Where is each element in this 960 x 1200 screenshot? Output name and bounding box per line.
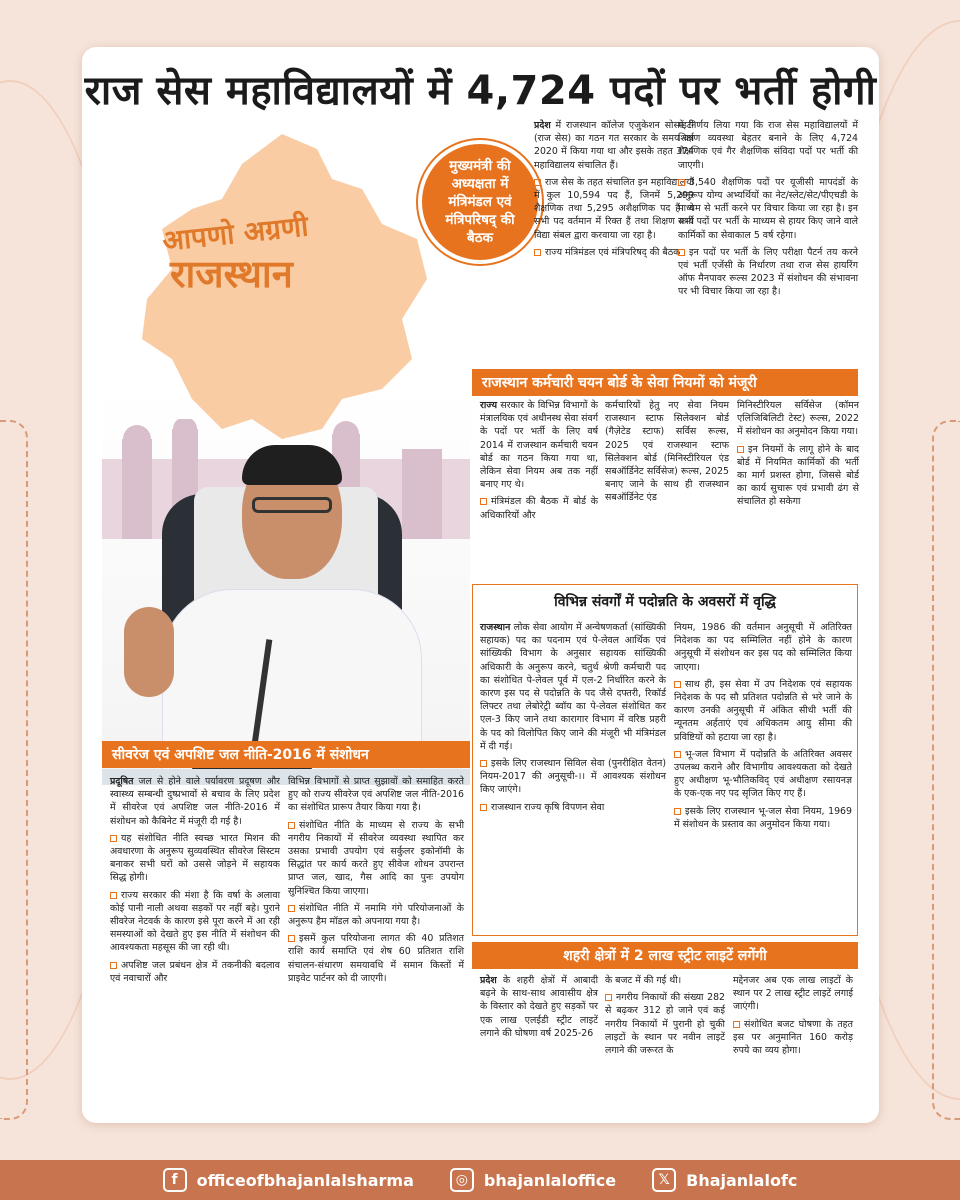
- instagram-handle: bhajanlaloffice: [483, 1170, 617, 1190]
- bullet-icon: [480, 498, 487, 505]
- glasses: [252, 497, 332, 513]
- x-link[interactable]: [652, 1168, 797, 1192]
- facebook-link[interactable]: [163, 1168, 414, 1192]
- bullet-icon: [110, 962, 117, 969]
- streetlight-paragraph-1: के शहरी क्षेत्रों में आबादी बढ़ने के साथ-साथ आवासीय क्षेत्र के विस्तार को देखते हुए सड़कों पर एक लाख एलईडी स्ट्रीट लाइटें लगाने की घोषणा वर्ष 2025-26: [480, 975, 598, 1039]
- meeting-badge: मुख्यमंत्री की अध्यक्षता में मंत्रिमंडल एवं मंत्रिपरिषद् की बैठक: [418, 140, 542, 264]
- rssb-section-title: राजस्थान कर्मचारी चयन बोर्ड के सेवा नियमों को मंजूरी: [472, 369, 858, 396]
- intro-paragraph-2: राज सेस के तहत संचालित इन महाविद्यालयों में कुल 10,594 पद हैं, जिनमें 5,299 शैक्षणिक तथा 5,295 अशैक्षणिक पद हैं। ये सभी पद वर्तमान में रिक्त हैं तथा शिक्षण कार्य विद्या संबल द्वारा करवाया जा रहा है।: [534, 176, 694, 241]
- bullet-icon: [288, 822, 295, 829]
- promotion-paragraph-7: इसके लिए राजस्थान भू-जल सेवा नियम, 1969 में संशोधन के प्रस्ताव का अनुमोदन किया गया।: [674, 805, 852, 830]
- intro-paragraph-1: में राजस्थान कॉलेज एजुकेशन सोसाइटी (राज सेस) का गठन गत सरकार के समय वर्ष 2020 में किया गया था और इसके तहत 374 महाविद्यालय संचालित हैं।: [534, 120, 694, 171]
- bullet-icon: [110, 835, 117, 842]
- sewerage-paragraph-1: जल से होने वाले पर्यावरण प्रदूषण और स्वास्थ्य सम्बन्धी दुष्प्रभावों से बचाव के लिए प्रदेश में सीवरेज एवं अपशिष्ट जल नीति-2016 में संशोधन को कैबिनेट में मंजूरी दी गई है।: [110, 776, 280, 827]
- sewerage-paragraph-4: अपशिष्ट जल प्रबंधन क्षेत्र में तकनीकी बदलाव एवं नवाचारों और: [110, 959, 280, 984]
- headline: राज सेस महाविद्यालयों में 4,724 पदों पर भर्ती होगी: [84, 68, 877, 114]
- facebook-icon: f: [163, 1168, 187, 1192]
- streetlight-section-title: शहरी क्षेत्रों में 2 लाख स्ट्रीट लाइटें लगेंगी: [472, 942, 858, 969]
- person-hand: [124, 607, 174, 697]
- bullet-icon: [288, 905, 295, 912]
- promotion-paragraph-5: साथ ही, इस सेवा में उप निदेशक एवं सहायक निदेशक के पद सौ प्रतिशत पदोन्नति से भरे जाने के कारण उनकी अनुसूची में अंकित सीधी भर्ती की न्यूनतम अर्हताएं एवं अधिकतम आयु सीमा की प्रविष्टियों को हटाया जा रहा है।: [674, 678, 852, 743]
- intro-paragraph-6: इन पदों पर भर्ती के लिए परीक्षा पैटर्न तय करने एवं भर्ती एजेंसी के निर्धारण तथा राज सेस हायरिंग ऑफ मैनपावर रूल्स 2023 में संशोधन की संभावना पर भी विचार किया जा रहा है।: [678, 246, 858, 298]
- intro-column-1: [534, 119, 694, 263]
- bullet-icon: [674, 681, 681, 688]
- promotion-section-title: विभिन्न संवर्गों में पदोन्नति के अवसरों में वृद्धि: [554, 594, 776, 610]
- streetlight-lead-word: प्रदेश: [480, 975, 497, 986]
- intro-paragraph-3: राज्य मंत्रिमंडल एवं मंत्रिपरिषद् की बैठक: [545, 246, 681, 258]
- sewerage-paragraph-3: राज्य सरकार की मंशा है कि वर्षा के अलावा कोई पानी नाली अथवा सड़कों पर नहीं बहे। पुराने सीवरेज नेटवर्क के कारण इसे पूरा करने में आ रही समस्याओं को देखते हुए इस नीति में संशोधन की आवश्यकता महसूस की जा रही थी।: [110, 889, 280, 954]
- sewerage-paragraph-6: संशोधित नीति के माध्यम से राज्य के सभी नगरीय निकायों में सीवरेज व्यवस्था स्थापित कर उसका प्रभावी उपयोग एवं सर्कुलर इकोनॉमी के सिद्धांत पर कार्य करते हुए सीवेज शोधन उपरान्त प्राप्त जल, खाद, गैस आदि का पुनः उपयोग सुनिश्चित किया जाएगा।: [288, 819, 464, 897]
- x-handle: Bhajanlalofc: [686, 1170, 798, 1190]
- person-hair: [242, 445, 342, 485]
- bullet-icon: [480, 760, 487, 767]
- sewerage-paragraph-8: इसमें कुल परियोजना लागत की 40 प्रतिशत राशि कार्य समाप्ति एवं शेष 60 प्रतिशत राशि संचालन-संधारण समयावधि में समान किस्तों में प्राइवेट पार्टनर को दी जाएगी।: [288, 933, 464, 984]
- bullet-icon: [534, 249, 541, 256]
- streetlight-paragraph-3: नगरीय निकायों की संख्या 282 से बढ़कर 312 हो जाने एवं कई नगरीय निकायों में पुरानी हो चुकी लाइटों के स्थान पर नवीन लाइटें लगाने की जरूरत के: [605, 992, 725, 1057]
- bullet-icon: [480, 804, 487, 811]
- bullet-icon: [674, 808, 681, 815]
- promotion-paragraph-4: नियम, 1986 की वर्तमान अनुसूची में अतिरिक्त निदेशक का पद सम्मिलित नहीं होने के कारण अनुसूची में संशोधन कर इस पद को सम्मिलित किया जाएगा।: [674, 622, 852, 673]
- promotion-paragraph-6: भू-जल विभाग में पदोन्नति के अतिरिक्त अवसर उपलब्ध कराने और विभागीय आवश्यकता को देखते हुए अधीक्षण भू-भौतिकविद् एवं अधीक्षण रसायनज्ञ के एक-एक नए पद सृजित किए गए हैं।: [674, 748, 852, 800]
- map-text-rajasthan: राजस्थान: [170, 252, 293, 296]
- background-dashed-bracket-right: [932, 420, 960, 1120]
- promotion-paragraph-3: राजस्थान राज्य कृषि विपणन सेवा: [491, 801, 605, 813]
- bullet-icon: [288, 935, 295, 942]
- bullet-icon: [678, 179, 685, 186]
- bullet-icon: [674, 751, 681, 758]
- sewerage-column-2: [288, 775, 464, 989]
- news-card: [82, 47, 879, 1123]
- intro-paragraph-4: में निर्णय लिया गया कि राज सेस महाविद्यालयों में शिक्षण व्यवस्था बेहतर बनाने के लिए 4,724 शैक्षणिक एवं गैर शैक्षणिक संविदा पदों पर भर्ती की जाएगी।: [678, 120, 858, 171]
- rssb-lead-word: राज्य: [480, 400, 498, 411]
- rssb-column-1: [480, 399, 598, 526]
- x-icon: 𝕏: [652, 1168, 676, 1192]
- bullet-icon: [605, 994, 612, 1001]
- sewerage-paragraph-5: विभिन्न विभागों से प्राप्त सुझावों को समाहित करते हुए को राज्य सीवरेज एवं अपशिष्ट जल नीति-2016 का संशोधित प्रारूप तैयार किया गया है।: [288, 776, 464, 814]
- sewerage-paragraph-2: यह संशोधित नीति स्वच्छ भारत मिशन की अवधारणा के अनुरूप सुव्यवस्थित सीवरेज सिस्टम बनाकर सभी घरों को उससे जोड़ने में सहायक सिद्ध होगी।: [110, 832, 280, 884]
- streetlight-paragraph-5: संशोधित बजट घोषणा के तहत इस पर अनुमानित 160 करोड़ रुपये का व्यय होगा।: [733, 1018, 853, 1057]
- streetlight-paragraph-4: मद्देनजर अब एक लाख लाइटों के स्थान पर 2 लाख स्ट्रीट लाइटें लगाई जाएंगी।: [733, 975, 853, 1013]
- bullet-icon: [733, 1021, 740, 1028]
- sewerage-paragraph-7: संशोधित नीति में नमामि गंगे परियोजनाओं के अनुरूप हैम मॉडल को अपनाया गया है।: [288, 902, 464, 928]
- promotion-lead-word: राजस्थान: [480, 622, 511, 633]
- rssb-paragraph-4: मिनिस्टीरियल सर्विसेज (कॉमन एलिजिबिलिटी टेस्ट) रूल्स, 2022 में संशोधन का अनुमोदन किया गया।: [737, 400, 859, 438]
- bullet-icon: [110, 892, 117, 899]
- promotion-paragraph-2: इसके लिए राजस्थान सिविल सेवा (पुनरीक्षित वेतन) नियम-2017 की अनुसूची-।। में आवश्यक संशोधन किए जाएंगे।: [480, 758, 666, 796]
- sewerage-lead-word: प्रदूषित: [110, 776, 134, 787]
- map-text-apno: आपणो अग्रणी: [160, 209, 310, 258]
- intro-column-2: [678, 119, 858, 303]
- streetlight-paragraph-2: के बजट में की गई थी।: [605, 975, 682, 986]
- sewerage-section-title: सीवरेज एवं अपशिष्ट जल नीति-2016 में संशोधन: [102, 741, 470, 768]
- rssb-column-3: [737, 399, 859, 513]
- bullet-icon: [737, 446, 744, 453]
- streetlight-column-3: [733, 974, 853, 1061]
- instagram-link[interactable]: [450, 1168, 616, 1192]
- rssb-column-2: [605, 399, 729, 509]
- facebook-handle: officeofbhajanlalsharma: [196, 1170, 414, 1190]
- rssb-paragraph-3: कर्मचारियों हेतु नए सेवा नियम राजस्थान स्टाफ सिलेक्शन बोर्ड (गैज़ेटेड स्टाफ) सर्विस रूल्स, 2025 एवं राजस्थान स्टाफ सिलेक्शन बोर्ड (मिनिस्टीरियल एंड सबऑर्डिनेट सर्विसेज) रूल्स, 2025 बनाए जाने के साथ ही राजस्थान सबऑर्डिनेट एंड: [605, 400, 729, 504]
- streetlight-column-2: [605, 974, 725, 1061]
- intro-lead-word: प्रदेश: [534, 120, 551, 131]
- streetlight-column-1: [480, 974, 598, 1044]
- intro-paragraph-5: 3,540 शैक्षणिक पदों पर यूजीसी मापदंडों के अनुरूप योग्य अभ्यर्थियों का नेट/स्लेट/सेट/पीएचडी के माध्यम से भर्ती करने पर विचार किया जा रहा है। इन सभी पदों पर भर्ती के माध्यम से हायर किए जाने वाले कार्मिकों का सेवाकाल 5 वर्ष रहेगा।: [678, 176, 858, 241]
- bullet-icon: [678, 249, 685, 256]
- instagram-icon: ◎: [450, 1168, 474, 1192]
- rssb-paragraph-5: इन नियमों के लागू होने के बाद बोर्ड में नियमित कार्मिकों की भर्ती का मार्ग प्रशस्त होगा, जिससे बोर्ड का कार्य सुचारू एवं प्रभावी ढंग से संचालित हो सकेगा: [737, 443, 859, 508]
- background-dashed-bracket-left: [0, 420, 28, 1120]
- bullet-icon: [534, 179, 541, 186]
- sewerage-column-1: [110, 775, 280, 989]
- rssb-paragraph-2: मंत्रिमंडल की बैठक में बोर्ड के अधिकारियों और: [480, 496, 598, 521]
- promotion-column-2: [674, 621, 852, 835]
- promotion-paragraph-1: लोक सेवा आयोग में अन्वेषणकर्ता (सांख्यिकी सहायक) पद का पदनाम एवं पे-लेवल आर्थिक एवं सांख्यिकी विभाग के अनुसार सहायक सांख्यिकी अधिकारी के अनुरूप करने, चतुर्थ श्रेणी कर्मचारी पद का संशोधित पे-लेवल पूर्व में एल-2 निर्धारित करने के कारण इस पद से पदोन्नति के पद जैसे दफ्तरी, रिकॉर्ड लिफ्टर तथा लेबोरेट्री ब्वॉय का पे-लेवल संशोधित कर एल-3 किए जाने तथा कारागार विभाग में वरिष्ठ प्रहरी के पद को विलोपित किए जाने की मंजूरी भी मंत्रिमंडल में दी गई।: [480, 622, 666, 752]
- social-footer: [0, 1160, 960, 1200]
- promotion-column-1: [480, 621, 666, 818]
- rssb-paragraph-1: सरकार के विभिन्न विभागों के मंत्रालयिक एवं अधीनस्थ सेवा संवर्ग के पदों पर भर्ती के लिए वर्ष 2014 में राजस्थान कर्मचारी चयन बोर्ड का गठन किया गया था, लेकिन सेवा नियम अब तक नहीं बनाए गए थे।: [480, 400, 598, 491]
- cm-photo: [102, 119, 470, 785]
